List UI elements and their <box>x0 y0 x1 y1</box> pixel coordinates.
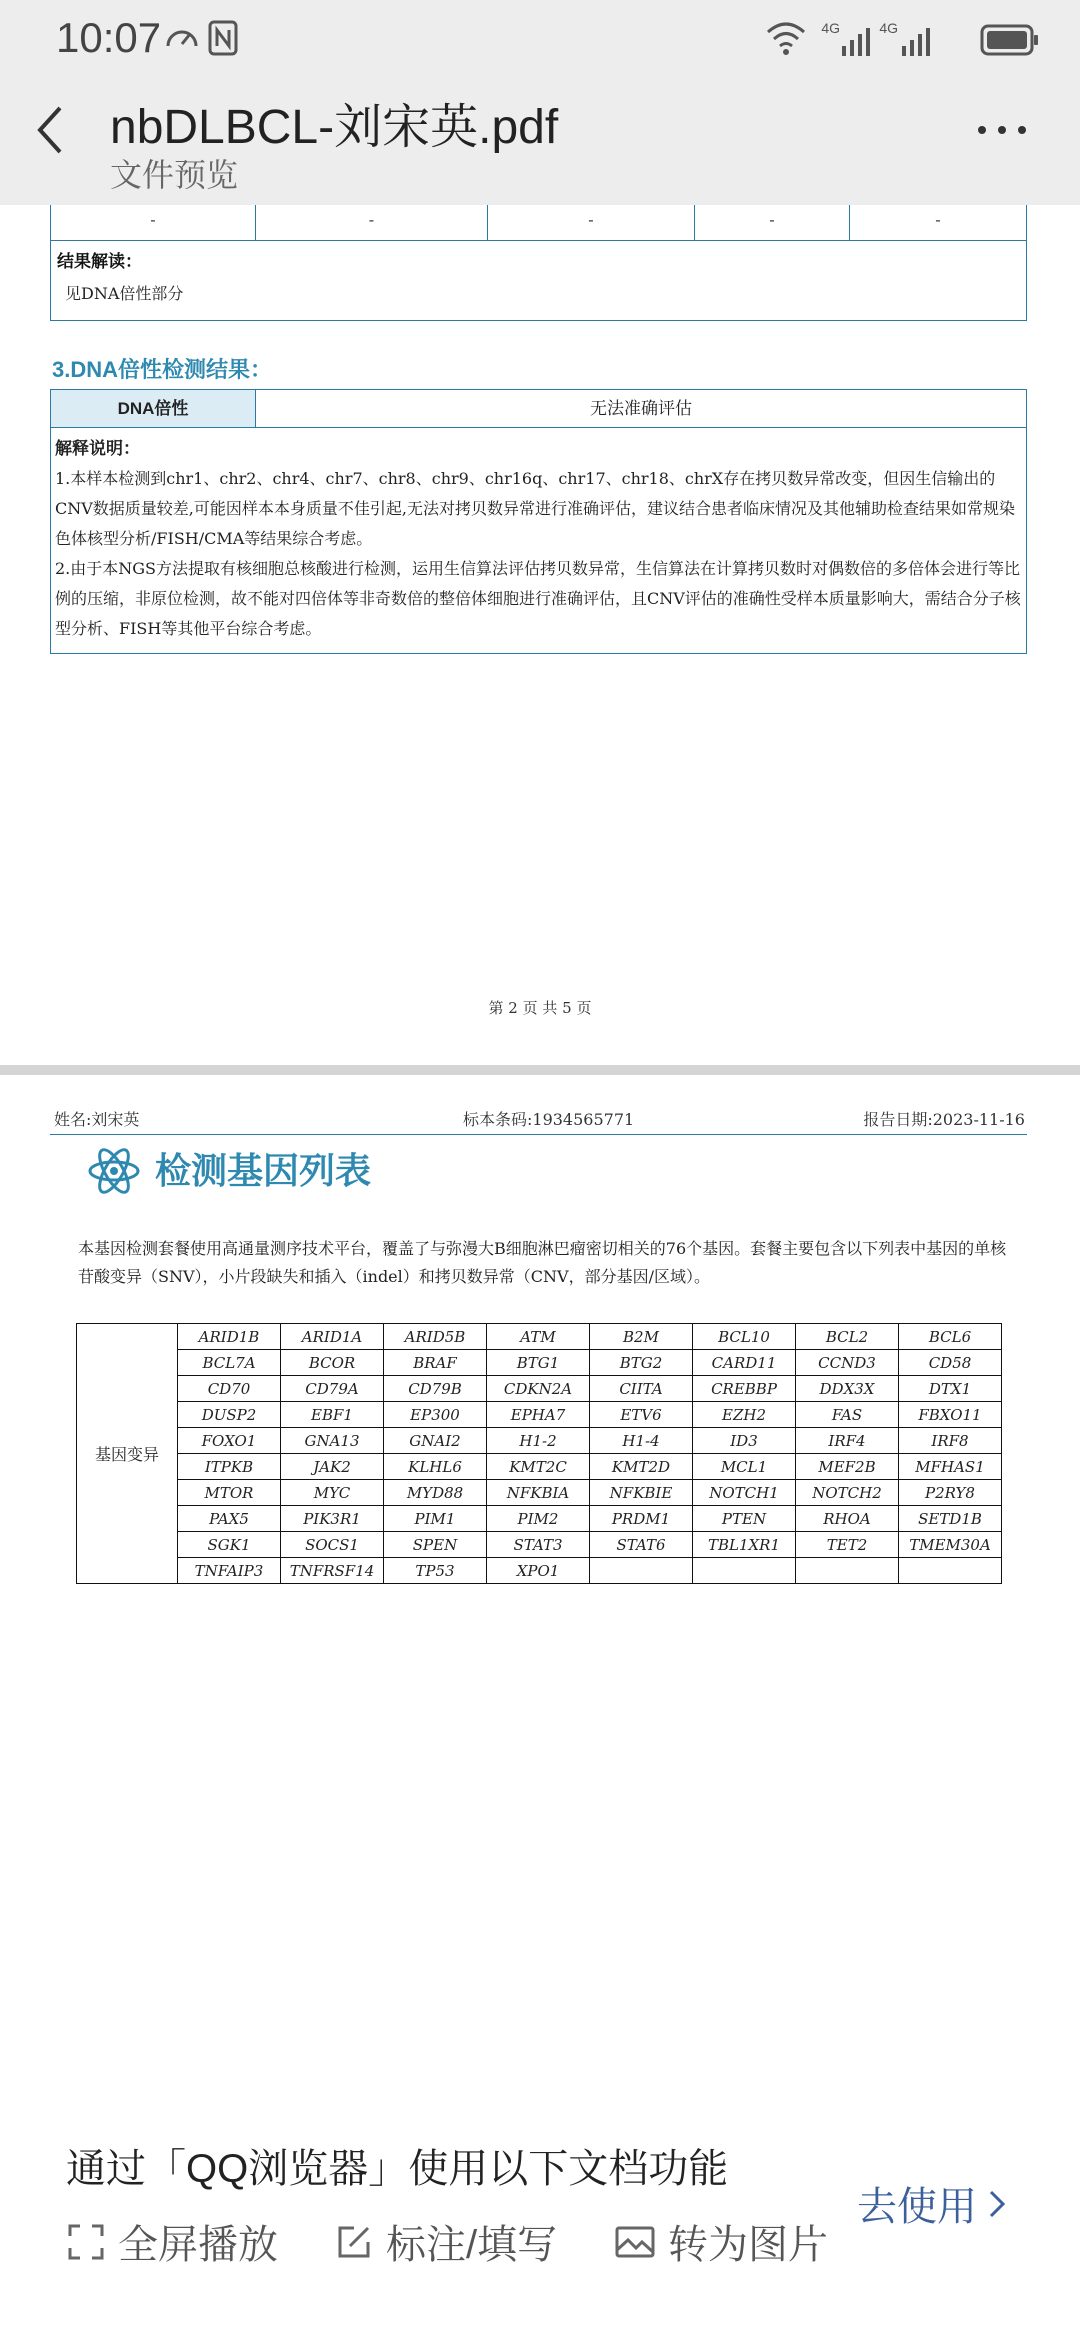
explanation-item-1: 1.本样本检测到chr1、chr2、chr4、chr7、chr8、chr9、chr16q、chr17、chr18、chrX存在拷贝数异常改变，但因生信输出的CNV数据质量较差,可能因样本本身质量不佳引起,无法对拷贝数异常进行准确评估，建议结合患者临床情况及其他辅助检查结果如常规染色体核型分析/FISH/CMA等结果综合考虑。 <box>55 469 1015 548</box>
gene-cell: FBXO11 <box>899 1402 1002 1428</box>
table-row <box>77 1506 1002 1532</box>
gene-cell: B2M <box>590 1324 693 1350</box>
gene-cell <box>796 1558 899 1584</box>
gene-cell: ATM <box>487 1324 590 1350</box>
explanation-item-2: 2.由于本NGS方法提取有核细胞总核酸进行检测，运用生信算法评估拷贝数异常，生信算法在计算拷贝数时对偶数倍的多倍体会进行等比例的压缩，非原位检测，故不能对四倍体等非奇数倍的整倍体细胞进行准确评估，且CNV评估的准确性受样本质量影响大，需结合分子核型分析、FISH等其他平台综合考虑。 <box>55 559 1021 638</box>
page-number: 第 2 页 共 5 页 <box>488 999 592 1017</box>
gene-cell: SETD1B <box>899 1506 1002 1532</box>
gene-cell: MYC <box>281 1480 384 1506</box>
interpretation-text: 见DNA倍性部分 <box>65 284 184 303</box>
gene-cell: ITPKB <box>178 1454 281 1480</box>
more-icon <box>974 120 1030 140</box>
gene-cell: NOTCH1 <box>693 1480 796 1506</box>
nfc-icon <box>208 20 238 61</box>
table-row <box>77 1480 1002 1506</box>
gene-cell: TP53 <box>384 1558 487 1584</box>
top-bar <box>0 0 1080 205</box>
annotate-feature-button[interactable] <box>334 2213 557 2270</box>
gene-cell: PIM2 <box>487 1506 590 1532</box>
gene-cell: RHOA <box>796 1506 899 1532</box>
gene-category-cell: 基因变异 <box>77 1324 178 1584</box>
gene-cell: DTX1 <box>899 1376 1002 1402</box>
gene-cell <box>899 1558 1002 1584</box>
page-separator <box>0 1065 1080 1075</box>
back-arrow-icon <box>30 100 70 160</box>
gene-cell: DUSP2 <box>178 1402 281 1428</box>
gene-cell: TET2 <box>796 1532 899 1558</box>
to-image-label: 转为图片 <box>668 2223 828 2267</box>
gene-cell: TNFRSF14 <box>281 1558 384 1584</box>
report-header <box>50 1105 1027 1135</box>
go-use-label: 去使用 <box>857 2185 977 2229</box>
gene-cell: EPHA7 <box>487 1402 590 1428</box>
table-row <box>77 1402 1002 1428</box>
gene-cell: ARID5B <box>384 1324 487 1350</box>
atom-icon <box>86 1143 142 1199</box>
fullscreen-feature-button[interactable] <box>66 2213 278 2270</box>
gene-cell: SGK1 <box>178 1532 281 1558</box>
gene-cell: BCL10 <box>693 1324 796 1350</box>
table-row <box>77 1558 1002 1584</box>
gene-cell: CCND3 <box>796 1350 899 1376</box>
section-title: 3.DNA倍性检测结果： <box>52 357 273 382</box>
table-cell: - <box>256 205 488 240</box>
gene-cell: EBF1 <box>281 1402 384 1428</box>
gene-cell: EZH2 <box>693 1402 796 1428</box>
gene-cell: SOCS1 <box>281 1532 384 1558</box>
gene-cell: PTEN <box>693 1506 796 1532</box>
back-button[interactable] <box>30 100 90 180</box>
gene-cell: KMT2C <box>487 1454 590 1480</box>
document-subtitle: 文件预览 <box>110 157 239 193</box>
banner-title: 通过「QQ浏览器」使用以下文档功能 <box>66 2147 729 2191</box>
dna-ploidy-label: DNA倍性 <box>51 390 256 427</box>
table-row <box>50 205 1027 241</box>
annotate-label: 标注/填写 <box>386 2223 558 2267</box>
gene-cell: BTG2 <box>590 1350 693 1376</box>
document-title: nbDLBCL-刘宋英.pdf <box>110 101 559 154</box>
gene-cell: CD79B <box>384 1376 487 1402</box>
gene-cell: STAT6 <box>590 1532 693 1558</box>
gene-cell: BCL6 <box>899 1324 1002 1350</box>
gene-cell: MFHAS1 <box>899 1454 1002 1480</box>
table-cell: - <box>695 205 850 240</box>
explanation-label: 解释说明： <box>55 439 140 458</box>
table-row <box>77 1454 1002 1480</box>
gene-cell: MEF2B <box>796 1454 899 1480</box>
gene-cell <box>693 1558 796 1584</box>
gene-cell: ARID1B <box>178 1324 281 1350</box>
dna-ploidy-value: 无法准确评估 <box>590 399 692 418</box>
status-time: 10:07 <box>56 14 162 61</box>
gene-cell: DDX3X <box>796 1376 899 1402</box>
dna-ploidy-header <box>51 390 1026 428</box>
gene-cell: BRAF <box>384 1350 487 1376</box>
table-row <box>77 1428 1002 1454</box>
chevron-right-icon <box>987 2186 1007 2222</box>
gene-cell: IRF4 <box>796 1428 899 1454</box>
gene-cell: BCL2 <box>796 1324 899 1350</box>
gene-cell: NFKBIA <box>487 1480 590 1506</box>
explanation-text <box>55 464 1021 644</box>
gene-cell: EP300 <box>384 1402 487 1428</box>
go-use-button[interactable] <box>857 2175 1007 2232</box>
gene-cell: JAK2 <box>281 1454 384 1480</box>
signal-icon-1 <box>840 26 872 56</box>
gene-cell: H1-2 <box>487 1428 590 1454</box>
gene-cell: ARID1A <box>281 1324 384 1350</box>
table-cell: - <box>935 210 941 229</box>
gene-cell: PIM1 <box>384 1506 487 1532</box>
fullscreen-label: 全屏播放 <box>118 2223 278 2267</box>
status-bar <box>0 0 1080 80</box>
gene-list-intro: 本基因检测套餐使用高通量测序技术平台，覆盖了与弥漫大B细胞淋巴瘤密切相关的76个基因。套餐主要包含以下列表中基因的单核苷酸变异（SNV），小片段缺失和插入（indel）和拷贝数异常（CNV，部分基因/区域）。 <box>78 1239 1007 1286</box>
gene-cell: SPEN <box>384 1532 487 1558</box>
speed-icon <box>164 20 200 61</box>
signal-icon-2 <box>900 26 932 56</box>
gene-cell: PRDM1 <box>590 1506 693 1532</box>
gene-table <box>76 1323 1002 1584</box>
gene-cell: CARD11 <box>693 1350 796 1376</box>
gene-cell: CD70 <box>178 1376 281 1402</box>
gene-cell: CD79A <box>281 1376 384 1402</box>
gene-cell: PAX5 <box>178 1506 281 1532</box>
gene-cell: STAT3 <box>487 1532 590 1558</box>
edit-icon <box>334 2222 374 2262</box>
gene-cell: CDKN2A <box>487 1376 590 1402</box>
patient-name: 姓名:刘宋英 <box>54 1110 140 1129</box>
more-options-button[interactable] <box>974 120 1030 160</box>
gene-cell: H1-4 <box>590 1428 693 1454</box>
gene-cell: ETV6 <box>590 1402 693 1428</box>
gene-cell <box>590 1558 693 1584</box>
table-row <box>77 1350 1002 1376</box>
sample-barcode: 标本条码:1934565771 <box>463 1110 635 1129</box>
gene-cell: ID3 <box>693 1428 796 1454</box>
interpretation-label: 结果解读： <box>57 252 142 271</box>
gene-cell: TNFAIP3 <box>178 1558 281 1584</box>
dna-ploidy-box <box>50 389 1027 654</box>
gene-cell: MTOR <box>178 1480 281 1506</box>
gene-cell: CREBBP <box>693 1376 796 1402</box>
gene-cell: TMEM30A <box>899 1532 1002 1558</box>
table-row <box>77 1376 1002 1402</box>
gene-cell: CD58 <box>899 1350 1002 1376</box>
gene-cell: FAS <box>796 1402 899 1428</box>
interpretation-box <box>50 241 1027 321</box>
to-image-feature-button[interactable] <box>614 2213 828 2270</box>
gene-cell: PIK3R1 <box>281 1506 384 1532</box>
gene-list-title: 检测基因列表 <box>155 1150 372 1191</box>
table-row <box>77 1532 1002 1558</box>
gene-cell: GNAI2 <box>384 1428 487 1454</box>
table-row <box>77 1324 1002 1350</box>
gene-cell: MYD88 <box>384 1480 487 1506</box>
fullscreen-icon <box>66 2222 106 2262</box>
gene-cell: KMT2D <box>590 1454 693 1480</box>
gene-cell: IRF8 <box>899 1428 1002 1454</box>
gene-cell: NFKBIE <box>590 1480 693 1506</box>
wifi-icon <box>766 20 806 56</box>
gene-cell: KLHL6 <box>384 1454 487 1480</box>
gene-cell: FOXO1 <box>178 1428 281 1454</box>
pdf-page-2 <box>0 205 1080 1065</box>
network-label-2: 4G <box>879 20 898 36</box>
gene-cell: BCL7A <box>178 1350 281 1376</box>
gene-cell: CIITA <box>590 1376 693 1402</box>
table-cell: - <box>51 205 256 240</box>
gene-cell: BTG1 <box>487 1350 590 1376</box>
gene-cell: TBL1XR1 <box>693 1532 796 1558</box>
table-cell: - <box>488 205 695 240</box>
gene-cell: GNA13 <box>281 1428 384 1454</box>
image-icon <box>614 2222 656 2262</box>
qq-browser-banner <box>22 2095 1058 2295</box>
report-date: 报告日期:2023-11-16 <box>863 1110 1025 1129</box>
gene-cell: BCOR <box>281 1350 384 1376</box>
gene-cell: XPO1 <box>487 1558 590 1584</box>
gene-cell: P2RY8 <box>899 1480 1002 1506</box>
gene-cell: NOTCH2 <box>796 1480 899 1506</box>
battery-icon <box>980 24 1040 56</box>
network-label-1: 4G <box>821 20 840 36</box>
gene-cell: MCL1 <box>693 1454 796 1480</box>
